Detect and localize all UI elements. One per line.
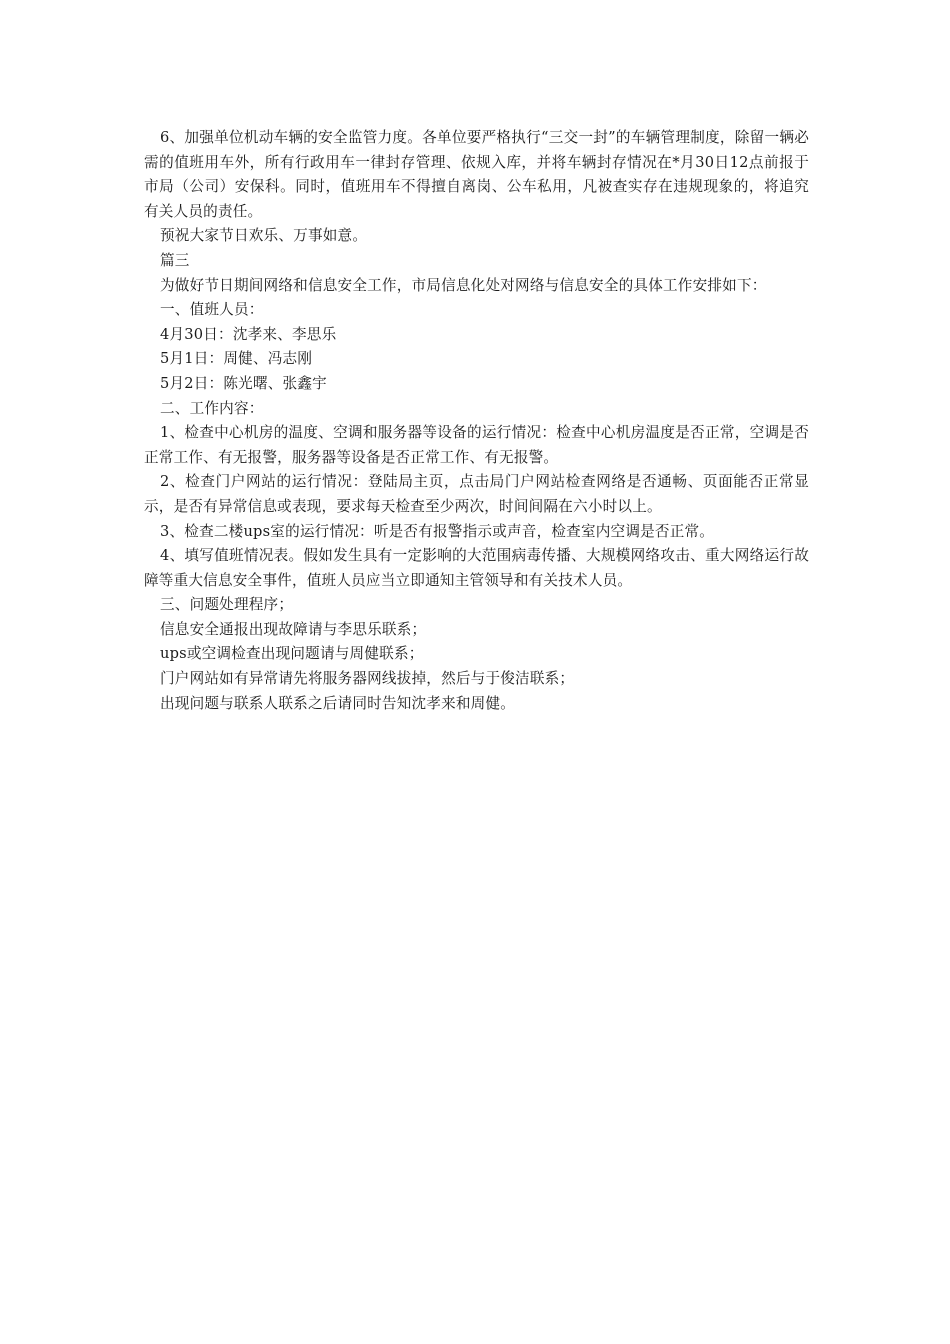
paragraph-holiday-wishes: 预祝大家节日欢乐、万事如意。 [160,227,368,245]
work-item-portal-website: 2、检查门户网站的运行情况：登陆局主页，点击局门户网站检查网络是否通畅、页面能否正常显示，是否有异常信息或表现，要求每天检查至少两次，时间间隔在六小时以上。 [144,473,809,515]
work-item-ups-room: 3、检查二楼ups室的运行情况：听是否有报警指示或声音，检查室内空调是否正常。 [160,522,715,540]
document-body [144,126,809,716]
work-item-server-room: 1、检查中心机房的温度、空调和服务器等设备的运行情况：检查中心机房温度是否正常，空调是否正常工作、有无报警，服务器等设备是否正常工作、有无报警。 [144,424,809,466]
work-item-duty-log: 4、填写值班情况表。假如发生具有一定影响的大范围病毒传播、大规模网络攻击、重大网络运行故障等重大信息安全事件，值班人员应当立即通知主管领导和有关技术人员。 [144,547,809,589]
procedure-portal-contact: 门户网站如有异常请先将服务器网线拔掉，然后与于俊洁联系； [160,670,575,688]
duty-entry-apr-30: 4月30日：沈孝来、李思乐 [160,325,337,343]
heading-duty-staff: 一、值班人员： [160,301,264,319]
procedure-notify: 出现问题与联系人联系之后请同时告知沈孝来和周健。 [160,694,516,712]
paragraph-vehicle-management: 6、加强单位机动车辆的安全监管力度。各单位要严格执行“三交一封”的车辆管理制度，除留一辆必需的值班用车外，所有行政用车一律封存管理、依规入库，并将车辆封存情况在*月30日12点前报于市局（公司）安保科。同时，值班用车不得擅自离岗、公车私用，凡被查实存在违规现象的，将追究有关人员的责任。 [144,129,809,220]
heading-issue-procedure: 三、问题处理程序； [160,596,294,614]
procedure-ups-contact: ups或空调检查出现问题请与周健联系； [160,645,424,663]
heading-work-content: 二、工作内容： [160,399,264,417]
duty-entry-may-1: 5月1日：周健、冯志刚 [160,350,313,368]
paragraph-intro: 为做好节日期间网络和信息安全工作，市局信息化处对网络与信息安全的具体工作安排如下： [160,276,767,294]
duty-entry-may-2: 5月2日：陈光曙、张鑫宇 [160,374,327,392]
procedure-security-contact: 信息安全通报出现故障请与李思乐联系； [160,620,427,638]
section-heading-part-three: 篇三 [160,251,190,269]
